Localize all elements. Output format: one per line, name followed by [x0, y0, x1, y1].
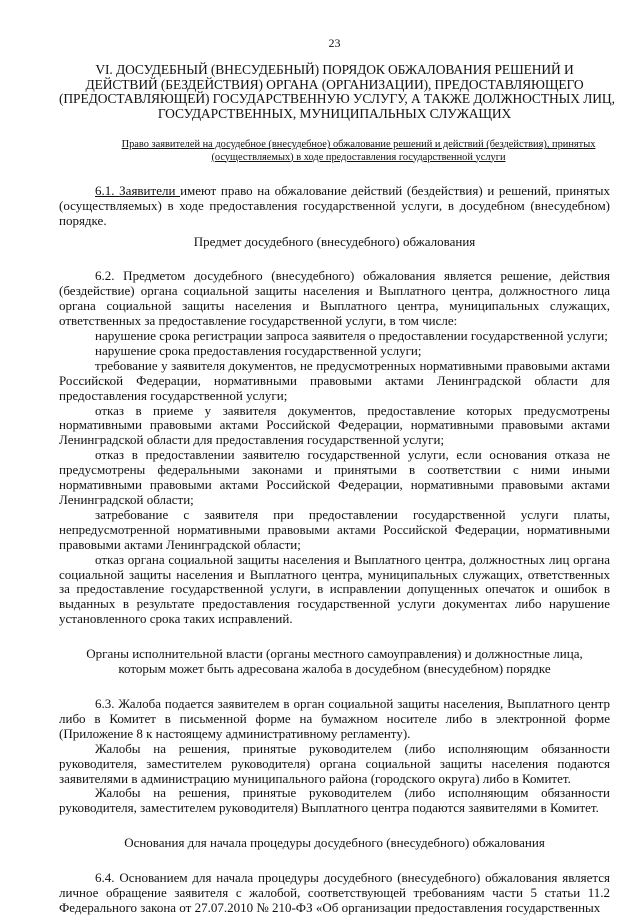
subsection-title-line: (осуществляемых) в ходе предоставления государственной услуги [211, 151, 506, 163]
paragraph-6-2: 6.2. Предметом досудебного (внесудебного) обжалования является решение, действия (бездействие) органа социальной защиты населения и Выплатного центра, должностного лица органа социальной защиты населения и Выплатного центра, муниципальных служащих, ответственных за предоставление государственной услуги, в том числе: [59, 268, 610, 329]
chapter-title [59, 62, 615, 121]
paragraph-6-3: 6.3. Жалоба подается заявителем в орган социальной защиты населения, Выплатного центр либо в Комитет в письменной форме на бумажном носителе либо в электронной форме (Приложение 8 к настоящему административному регламенту). [59, 695, 610, 741]
page-number: 23 [328, 36, 341, 50]
paragraph-6-4: 6.4. Основанием для начала процедуры досудебного (внесудебного) обжалования является личное обращение заявителя с жалобой, соответствующей требованиям части 5 статьи 11.2 Федерального закона от 27.07.2010 № 210-ФЗ «Об организации предоставления государственных [59, 870, 610, 915]
paragraph-6-3-complaints-social: Жалобы на решения, принятые руководителем (либо исполняющим обязанности руководителя, заместителем руководителя) органа социальной защиты населения подаются заявителями в администрацию муниципального района (городского округа) либо в Комитет. [59, 740, 610, 786]
list-item: отказ в предоставлении заявителю государственной услуги, если основания отказа не предусмотрены федеральными законами и принятыми в соответствии с ними иными нормативными правовыми актами Российской Федерации, нормативными правовыми актами Ленинградской области; [59, 447, 610, 507]
paragraph-text: имеют право на обжалование действий (бездействия) и решений, принятых (осуществляемых) в ходе предоставления государственной услуги, в досудебном (внесудебном) порядке. [59, 182, 611, 228]
section-heading-subject: Предмет досудебного (внесудебного) обжалования [193, 233, 476, 249]
paragraph-6-3-complaints-center: Жалобы на решения, принятые руководителем (либо исполняющим обязанности руководителя, заместителем руководителя) Выплатного центра подаются заявителями в Комитет. [59, 785, 610, 816]
list-item: нарушение срока регистрации запроса заявителя о предоставлении государственной услуги; [95, 328, 608, 344]
section-heading-bodies [59, 647, 610, 677]
list-item: затребование с заявителя при предоставлении государственной услуги платы, непредусмотренной нормативными правовыми актами Российской Федерации, нормативными правовыми актами Ленинградской области; [59, 506, 610, 552]
chapter-title-line: ДЕЙСТВИЙ (БЕЗДЕЙСТВИЯ) ОРГАНА (ОРГАНИЗАЦИИ), ПРЕДОСТАВЛЯЮЩЕГО [85, 76, 584, 92]
underlined-term: Заявители [119, 182, 181, 198]
list-item: отказ органа социальной защиты населения и Выплатного центра, должностных лиц органа социальной защиты населения и Выплатного центра, муниципальных служащих, ответственных за предоставление государственной услуги, в исправлении допущенных опечаток и ошибок в выданных в результате предоставления государственной услуги документах либо нарушение установленного срока таких исправлений. [59, 551, 610, 627]
chapter-title-line: ГОСУДАРСТВЕННЫХ, МУНИЦИПАЛЬНЫХ СЛУЖАЩИХ [157, 105, 512, 121]
chapter-title-line: (ПРЕДОСТАВЛЯЮЩЕЙ) ГОСУДАРСТВЕННУЮ УСЛУГУ, А ТАКЖЕ ДОЛЖНОСТНЫХ ЛИЦ, [59, 91, 615, 107]
chapter-title-line: VI. ДОСУДЕБНЫЙ (ВНЕСУДЕБНЫЙ) ПОРЯДОК ОБЖАЛОВАНИЯ РЕШЕНИЙ И [95, 62, 574, 77]
section-heading-grounds: Основания для начала процедуры досудебного (внесудебного) обжалования [124, 835, 545, 851]
section-heading-line: Органы исполнительной власти (органы местного самоуправления) и должностные лица, [86, 647, 583, 662]
list-item: требование у заявителя документов, не предусмотренных нормативными правовыми актами Российской Федерации, нормативными правовыми актами Ленинградской области для предоставления государственной услуги; [59, 357, 610, 403]
subsection-title-rights [107, 139, 610, 163]
subsection-title-line: Право заявителей на досудебное (внесудебное) обжалование решений и действий (бездействия), принятых [121, 139, 596, 151]
list-item: нарушение срока предоставления государственной услуги; [95, 342, 422, 358]
list-item: отказ в приеме у заявителя документов, предоставление которых предусмотрены нормативными правовыми актами Российской Федерации, нормативными правовыми актами Ленинградской области для предоставления государственной услуги; [59, 402, 610, 448]
paragraph-number: 6.1. [95, 182, 120, 198]
paragraph-6-1 [59, 184, 610, 229]
section-heading-line: которым может быть адресована жалоба в досудебном (внесудебном) порядке [118, 662, 551, 677]
